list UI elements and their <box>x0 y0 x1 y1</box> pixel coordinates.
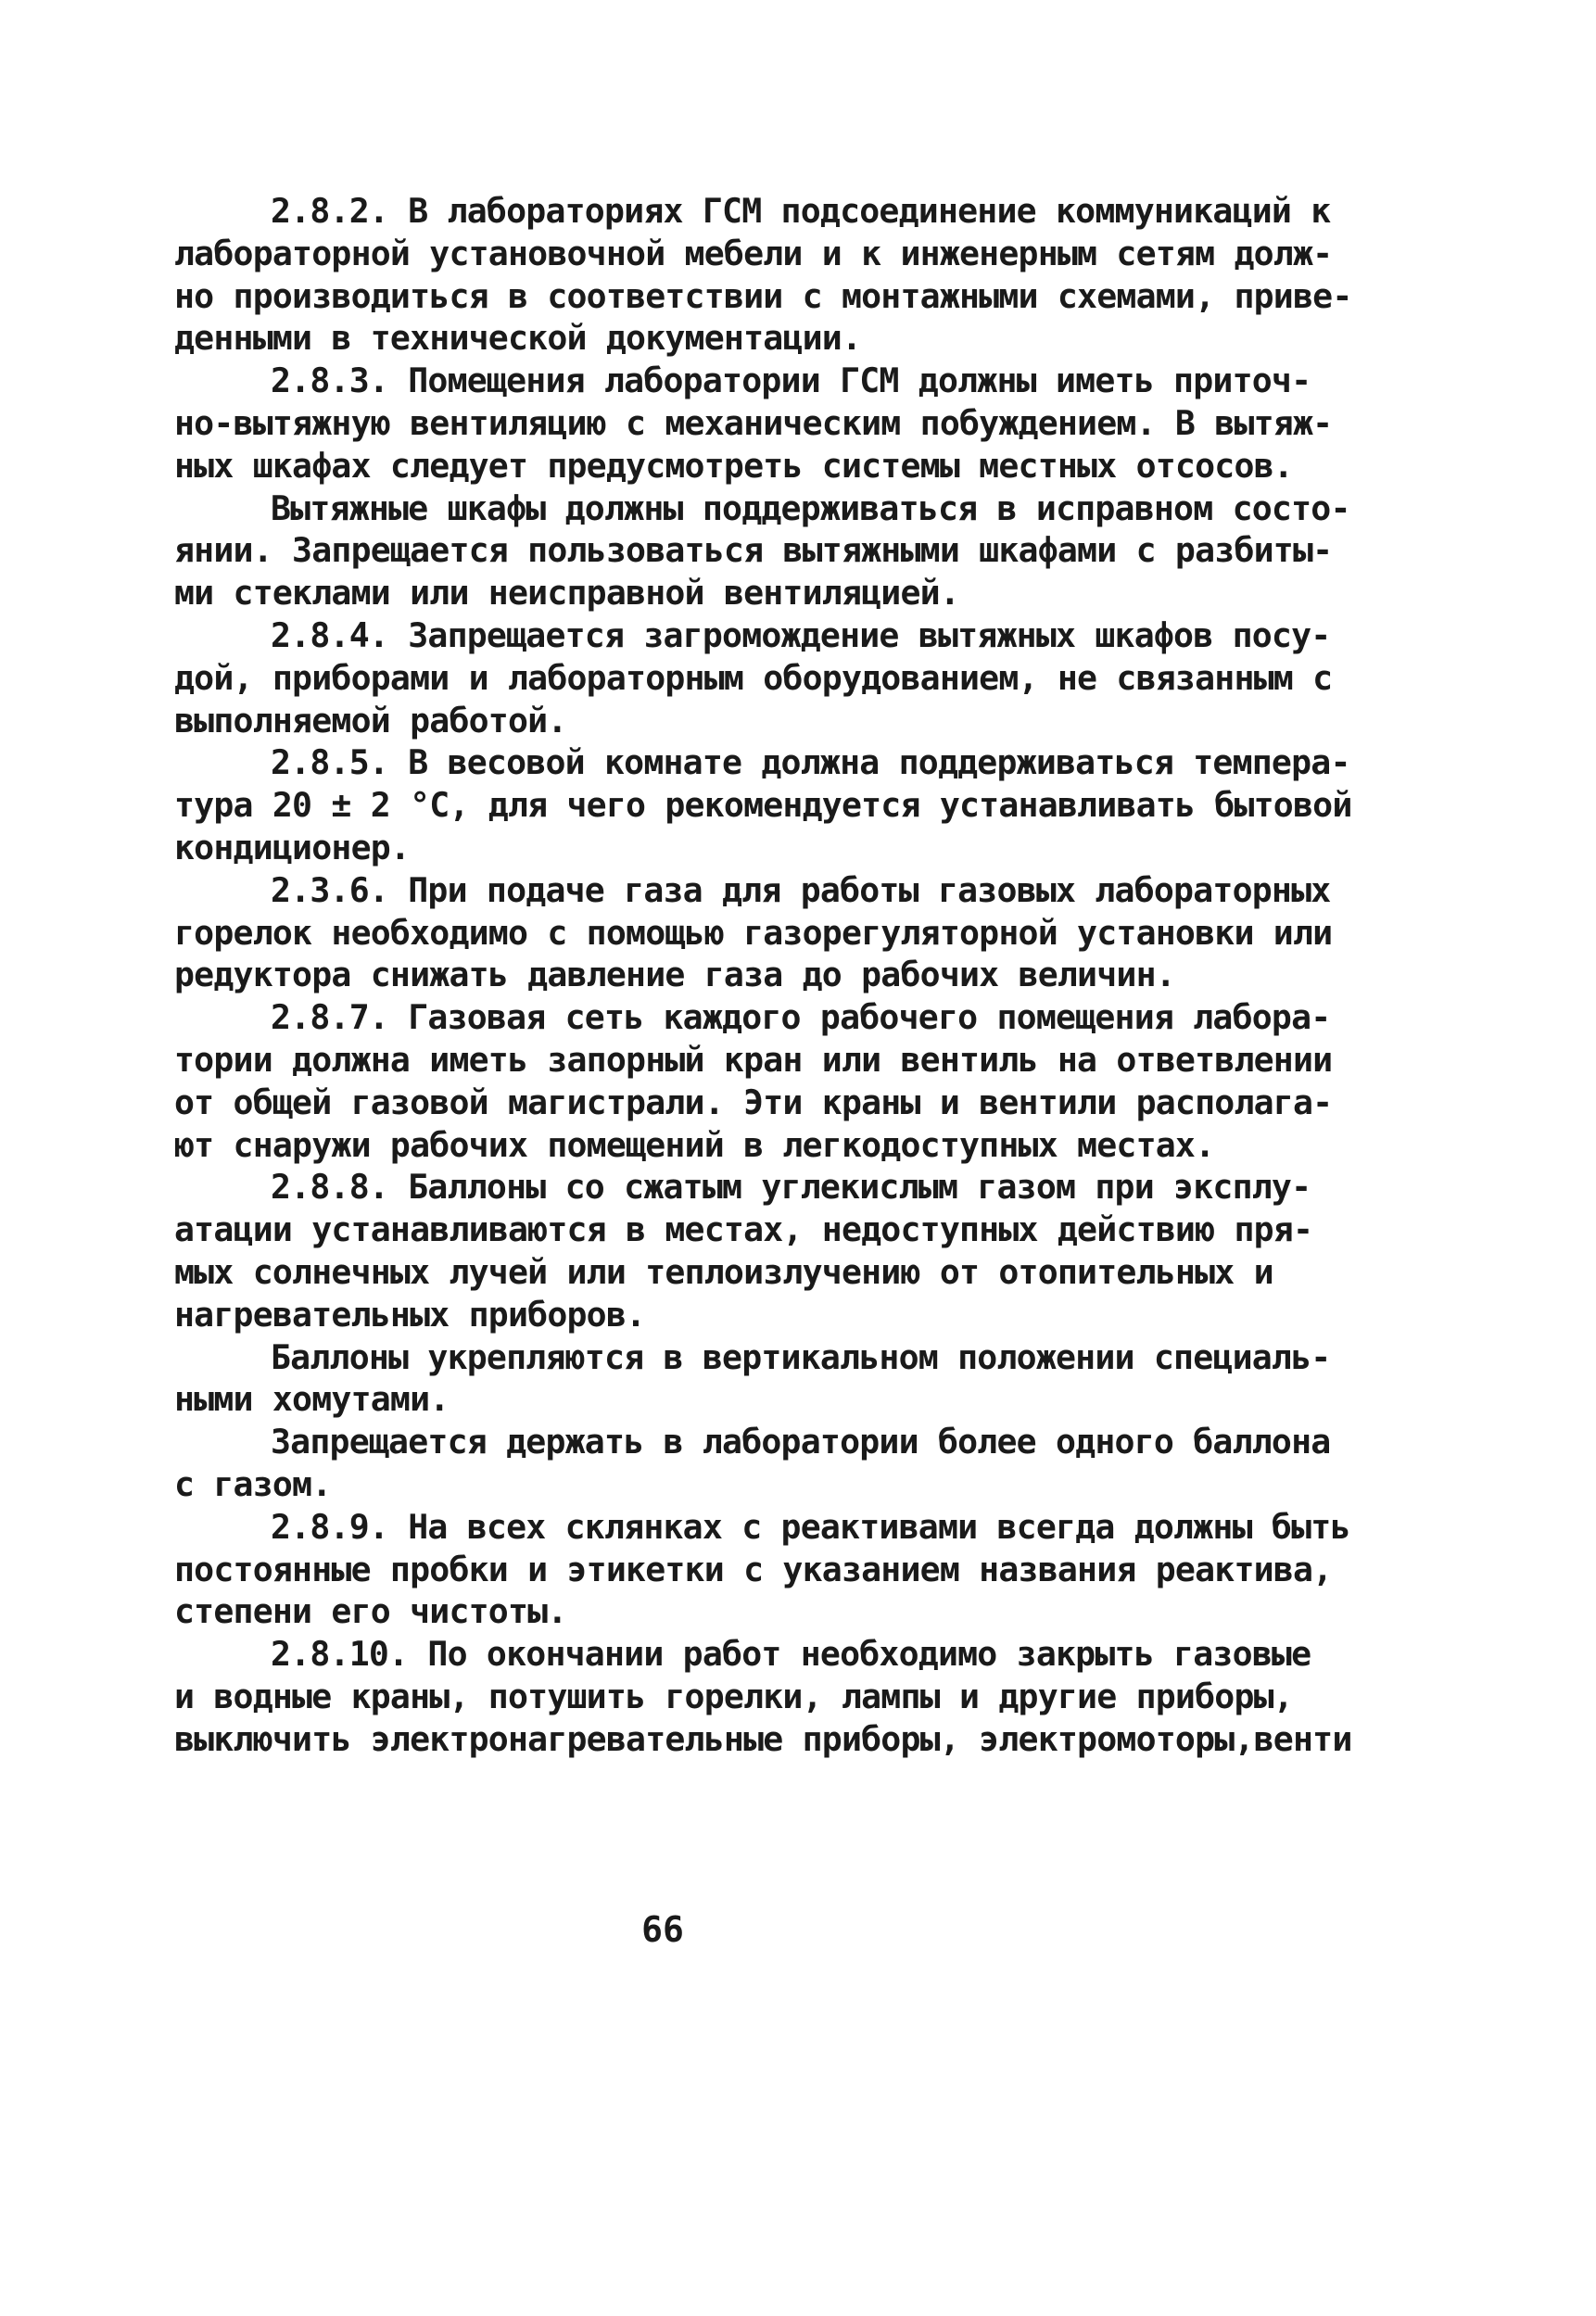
paragraph-cylinders-mount <box>174 1336 1331 1422</box>
paragraph-2-8-2 <box>174 190 1352 360</box>
paragraph-2-8-4 <box>174 614 1333 741</box>
text-line: 2.3.6. При подаче газа для работы газовых лабораторных <box>271 869 1331 910</box>
text-line: но-вытяжную вентиляцию с механическим побуждением. В вытяж- <box>174 402 1333 443</box>
text-line: ных шкафах следует предусмотреть системы местных отсосов. <box>174 445 1293 486</box>
text-line: 2.8.2. В лабораториях ГСМ подсоединение коммуникаций к <box>271 191 1331 231</box>
paragraph-2-8-10 <box>174 1633 1352 1760</box>
text-line: выполняемой работой. <box>174 700 567 740</box>
text-line: мых солнечных лучей или теплоизлучению от отопительных и <box>174 1251 1273 1292</box>
paragraph-2-8-3 <box>174 360 1333 487</box>
paragraph-fume-hoods <box>174 487 1350 614</box>
text-line: с газом. <box>174 1463 332 1504</box>
text-line: Запрещается держать в лаборатории более одного баллона <box>271 1422 1331 1462</box>
paragraph-2-8-8 <box>174 1166 1313 1335</box>
paragraph-2-8-7 <box>174 996 1333 1166</box>
text-line: и водные краны, потушить горелки, лампы и другие приборы, <box>174 1676 1293 1716</box>
text-line: 2.8.9. На всех склянках с реактивами всегда должны быть <box>271 1506 1350 1547</box>
paragraph-2-8-9 <box>174 1506 1350 1633</box>
text-line: от общей газовой магистрали. Эти краны и вентили располага- <box>174 1082 1333 1122</box>
text-line: атации устанавливаются в местах, недоступных действию пря- <box>174 1209 1313 1250</box>
text-line: 2.8.5. В весовой комнате должна поддерживаться темпера- <box>271 742 1350 783</box>
text-line: горелок необходимо с помощью газорегуляторной установки или <box>174 912 1333 953</box>
text-line: постоянные пробки и этикетки с указанием названия реактива, <box>174 1549 1333 1589</box>
text-line: 2.8.3. Помещения лаборатории ГСМ должны иметь приточ- <box>271 361 1311 401</box>
text-line: 2.8.4. Запрещается загромождение вытяжных шкафов посу- <box>271 614 1331 655</box>
text-line: редуктора снижать давление газа до рабочих величин. <box>174 955 1175 995</box>
text-line: Вытяжные шкафы должны поддерживаться в исправном состо- <box>271 487 1350 528</box>
text-line: ют снаружи рабочих помещений в легкодоступных местах. <box>174 1124 1215 1165</box>
text-line: нагревательных приборов. <box>174 1294 646 1335</box>
text-line: степени его чистоты. <box>174 1591 567 1632</box>
text-line: дой, приборами и лабораторным оборудованием, не связанным с <box>174 657 1333 698</box>
text-line: лабораторной установочной мебели и к инженерным сетям долж- <box>174 233 1333 273</box>
paragraph-2-8-5 <box>174 741 1352 868</box>
text-line: кондиционер. <box>174 827 411 867</box>
text-line: 2.8.7. Газовая сеть каждого рабочего помещения лабора- <box>271 997 1331 1038</box>
text-line: 2.8.10. По окончании работ необходимо закрыть газовые <box>271 1634 1311 1675</box>
text-line: янии. Запрещается пользоваться вытяжными шкафами с разбиты- <box>174 530 1333 571</box>
text-line: денными в технической документации. <box>174 318 862 359</box>
text-line: выключить электронагревательные приборы, электромоторы,венти <box>174 1718 1352 1759</box>
text-line: ми стеклами или неисправной вентиляцией. <box>174 573 959 614</box>
text-line: ными хомутами. <box>174 1379 450 1420</box>
text-line: тории должна иметь запорный кран или вентиль на ответвлении <box>174 1039 1333 1080</box>
text-line: тура 20 ± 2 °С, для чего рекомендуется устанавливать бытовой <box>174 785 1352 826</box>
page-number: 66 <box>641 1909 684 1950</box>
body-text <box>174 190 1352 1760</box>
text-line: но производиться в соответствии с монтажными схемами, приве- <box>174 275 1352 316</box>
paragraph-cylinders-limit <box>174 1421 1331 1506</box>
text-line: Баллоны укрепляются в вертикальном положении специаль- <box>271 1336 1331 1377</box>
paragraph-2-3-6 <box>174 869 1333 996</box>
text-line: 2.8.8. Баллоны со сжатым углекислым газом при эксплу- <box>271 1167 1311 1208</box>
